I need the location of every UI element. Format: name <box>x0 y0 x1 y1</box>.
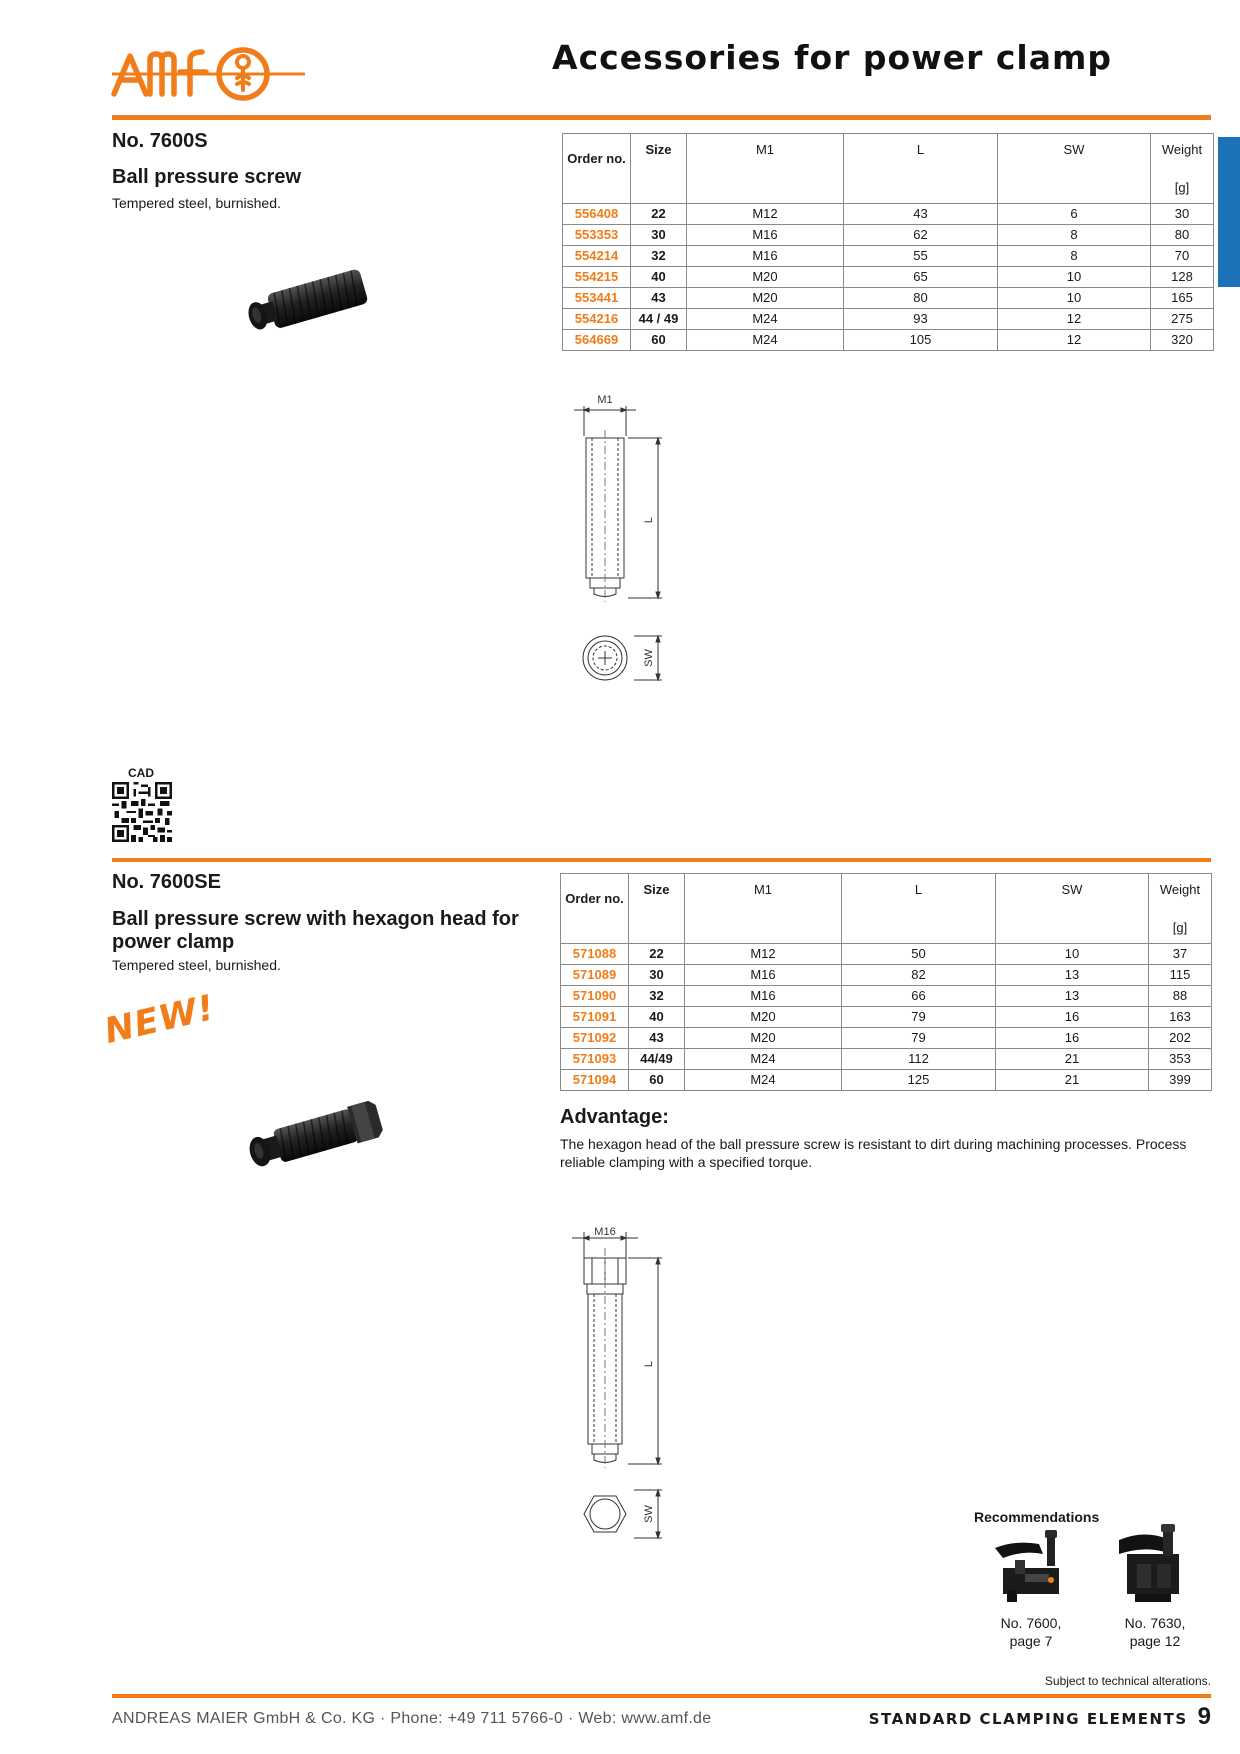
sw-cell: 13 <box>996 986 1149 1007</box>
table-row <box>563 204 1214 225</box>
sw-cell: 12 <box>998 330 1151 351</box>
technical-drawing-7600s <box>570 390 680 690</box>
order-no-cell[interactable]: 554214 <box>563 246 631 267</box>
chapter-side-tab <box>1218 137 1240 287</box>
sw-cell: 13 <box>996 965 1149 986</box>
col-order: Order no. <box>561 874 629 944</box>
l-cell: 79 <box>842 1028 996 1049</box>
col-order: Order no. <box>563 134 631 204</box>
table-row <box>561 1028 1212 1049</box>
size-cell: 60 <box>629 1070 685 1091</box>
order-no-cell[interactable]: 553441 <box>563 288 631 309</box>
table-row <box>563 267 1214 288</box>
table-row <box>561 1007 1212 1028</box>
sw-cell: 21 <box>996 1070 1149 1091</box>
col-size: Size <box>629 874 685 944</box>
recommendation-caption-line: page 12 <box>1129 1633 1181 1649</box>
size-cell: 40 <box>631 267 687 288</box>
m1-cell: M12 <box>687 204 844 225</box>
sw-cell: 16 <box>996 1007 1149 1028</box>
table-row <box>561 1049 1212 1070</box>
section-name: STANDARD CLAMPING ELEMENTS <box>868 1710 1188 1728</box>
size-cell: 30 <box>629 965 685 986</box>
col-weight: Weight [g] <box>1151 134 1214 204</box>
recommendations-title: Recommendations <box>974 1509 1100 1525</box>
l-cell: 65 <box>844 267 998 288</box>
col-weight: Weight [g] <box>1149 874 1212 944</box>
size-cell: 43 <box>631 288 687 309</box>
product-description: Tempered steel, burnished. <box>112 957 281 973</box>
m1-cell: M16 <box>685 986 842 1007</box>
table-row <box>561 1070 1212 1091</box>
size-cell: 44 / 49 <box>631 309 687 330</box>
l-cell: 80 <box>844 288 998 309</box>
order-no-cell[interactable]: 571094 <box>561 1070 629 1091</box>
weight-cell: 37 <box>1149 944 1212 965</box>
m1-cell: M20 <box>685 1007 842 1028</box>
l-cell: 55 <box>844 246 998 267</box>
size-cell: 32 <box>629 986 685 1007</box>
weight-cell: 202 <box>1149 1028 1212 1049</box>
l-cell: 66 <box>842 986 996 1007</box>
size-cell: 30 <box>631 225 687 246</box>
recommendation-caption <box>976 1614 1086 1650</box>
m1-cell: M16 <box>685 965 842 986</box>
weight-cell: 70 <box>1151 246 1214 267</box>
col-l: L <box>842 874 996 944</box>
col-l: L <box>844 134 998 204</box>
weight-cell: 275 <box>1151 309 1214 330</box>
spec-table-body <box>561 944 1212 1091</box>
m1-cell: M24 <box>687 330 844 351</box>
size-cell: 22 <box>631 204 687 225</box>
l-cell: 50 <box>842 944 996 965</box>
l-cell: 93 <box>844 309 998 330</box>
technical-drawing-7600se <box>570 1224 680 1554</box>
header-rule <box>112 115 1211 120</box>
m1-cell: M24 <box>685 1049 842 1070</box>
m1-cell: M20 <box>687 288 844 309</box>
l-cell: 82 <box>842 965 996 986</box>
ball-pressure-screw-image <box>236 262 376 342</box>
dim-key-label: SW <box>643 1505 655 1523</box>
sw-cell: 10 <box>996 944 1149 965</box>
weight-cell: 128 <box>1151 267 1214 288</box>
dim-width-label: M1 <box>597 394 613 406</box>
table-row <box>561 965 1212 986</box>
weight-cell: 165 <box>1151 288 1214 309</box>
order-no-cell[interactable]: 571091 <box>561 1007 629 1028</box>
recommendation-caption <box>1100 1614 1210 1650</box>
l-cell: 79 <box>842 1007 996 1028</box>
order-no-cell[interactable]: 553353 <box>563 225 631 246</box>
order-no-cell[interactable]: 571090 <box>561 986 629 1007</box>
footer-rule <box>112 1694 1211 1698</box>
size-cell: 43 <box>629 1028 685 1049</box>
l-cell: 105 <box>844 330 998 351</box>
order-no-cell[interactable]: 564669 <box>563 330 631 351</box>
product-number: No. 7600SE <box>112 871 221 893</box>
qr-code-icon[interactable] <box>112 782 172 842</box>
l-cell: 125 <box>842 1070 996 1091</box>
weight-cell: 88 <box>1149 986 1212 1007</box>
spec-table-7600se <box>560 873 1212 1091</box>
weight-cell: 399 <box>1149 1070 1212 1091</box>
order-no-cell[interactable]: 554215 <box>563 267 631 288</box>
recommendation-caption-line: page 7 <box>1009 1633 1053 1649</box>
sw-cell: 21 <box>996 1049 1149 1070</box>
weight-cell: 115 <box>1149 965 1212 986</box>
table-row <box>563 288 1214 309</box>
l-cell: 112 <box>842 1049 996 1070</box>
sw-cell: 10 <box>998 267 1151 288</box>
sw-cell: 8 <box>998 225 1151 246</box>
order-no-cell[interactable]: 554216 <box>563 309 631 330</box>
amf-logo-icon <box>110 38 305 108</box>
hex-ball-pressure-screw-image <box>236 1092 386 1182</box>
recommendation-caption-line: No. 7600, <box>1000 1615 1062 1631</box>
technical-alterations-note: Subject to technical alterations. <box>1044 1674 1211 1688</box>
m1-cell: M16 <box>687 225 844 246</box>
sw-cell: 16 <box>996 1028 1149 1049</box>
company-info: ANDREAS MAIER GmbH & Co. KG · Phone: +49 711 5766-0 · Web: www.amf.de <box>112 1710 712 1727</box>
order-no-cell[interactable]: 556408 <box>563 204 631 225</box>
section-rule <box>112 858 1211 862</box>
product-name: Ball pressure screw <box>112 166 301 188</box>
dim-length-label: L <box>643 516 655 524</box>
dim-key-label: SW <box>643 649 655 667</box>
size-cell: 60 <box>631 330 687 351</box>
l-cell: 43 <box>844 204 998 225</box>
recommendation-caption-line: No. 7630, <box>1124 1615 1186 1631</box>
order-no-cell[interactable]: 571089 <box>561 965 629 986</box>
weight-cell: 320 <box>1151 330 1214 351</box>
m1-cell: M20 <box>687 267 844 288</box>
power-clamp-7600-image[interactable] <box>985 1528 1075 1604</box>
product-description: Tempered steel, burnished. <box>112 195 281 211</box>
power-clamp-7630-image[interactable] <box>1115 1524 1191 1604</box>
weight-cell: 163 <box>1149 1007 1212 1028</box>
m1-cell: M20 <box>685 1028 842 1049</box>
m1-cell: M16 <box>687 246 844 267</box>
table-row <box>563 309 1214 330</box>
size-cell: 40 <box>629 1007 685 1028</box>
sw-cell: 12 <box>998 309 1151 330</box>
spec-table-body <box>563 204 1214 351</box>
product-number: No. 7600S <box>112 130 208 152</box>
new-badge: NEW! <box>100 987 219 1053</box>
advantage-title: Advantage: <box>560 1106 669 1128</box>
weight-cell: 353 <box>1149 1049 1212 1070</box>
order-no-cell[interactable]: 571092 <box>561 1028 629 1049</box>
size-cell: 32 <box>631 246 687 267</box>
advantage-text: The hexagon head of the ball pressure screw is resistant to dirt during machining processes. Process reliable clamping with a specified torque. <box>560 1136 1187 1170</box>
cad-label: CAD <box>128 766 154 780</box>
m1-cell: M24 <box>687 309 844 330</box>
dim-width-label: M16 <box>594 1226 616 1238</box>
table-row <box>561 986 1212 1007</box>
col-size: Size <box>631 134 687 204</box>
table-row <box>563 246 1214 267</box>
dim-length-label: L <box>643 1360 655 1368</box>
page-number: 9 <box>1197 1703 1211 1730</box>
spec-table-7600s <box>562 133 1214 351</box>
table-row <box>563 225 1214 246</box>
sw-cell: 8 <box>998 246 1151 267</box>
m1-cell: M24 <box>685 1070 842 1091</box>
table-row <box>563 330 1214 351</box>
size-cell: 22 <box>629 944 685 965</box>
col-sw: SW <box>998 134 1151 204</box>
order-no-cell[interactable]: 571093 <box>561 1049 629 1070</box>
col-m1: M1 <box>687 134 844 204</box>
weight-cell: 30 <box>1151 204 1214 225</box>
sw-cell: 10 <box>998 288 1151 309</box>
weight-cell: 80 <box>1151 225 1214 246</box>
page-title: Accessories for power clamp <box>552 38 1112 77</box>
l-cell: 62 <box>844 225 998 246</box>
col-sw: SW <box>996 874 1149 944</box>
size-cell: 44/49 <box>629 1049 685 1070</box>
col-m1: M1 <box>685 874 842 944</box>
sw-cell: 6 <box>998 204 1151 225</box>
order-no-cell[interactable]: 571088 <box>561 944 629 965</box>
m1-cell: M12 <box>685 944 842 965</box>
product-name: Ball pressure screw with hexagon head for power clamp <box>112 908 519 953</box>
table-row <box>561 944 1212 965</box>
footer-section <box>869 1703 1211 1731</box>
